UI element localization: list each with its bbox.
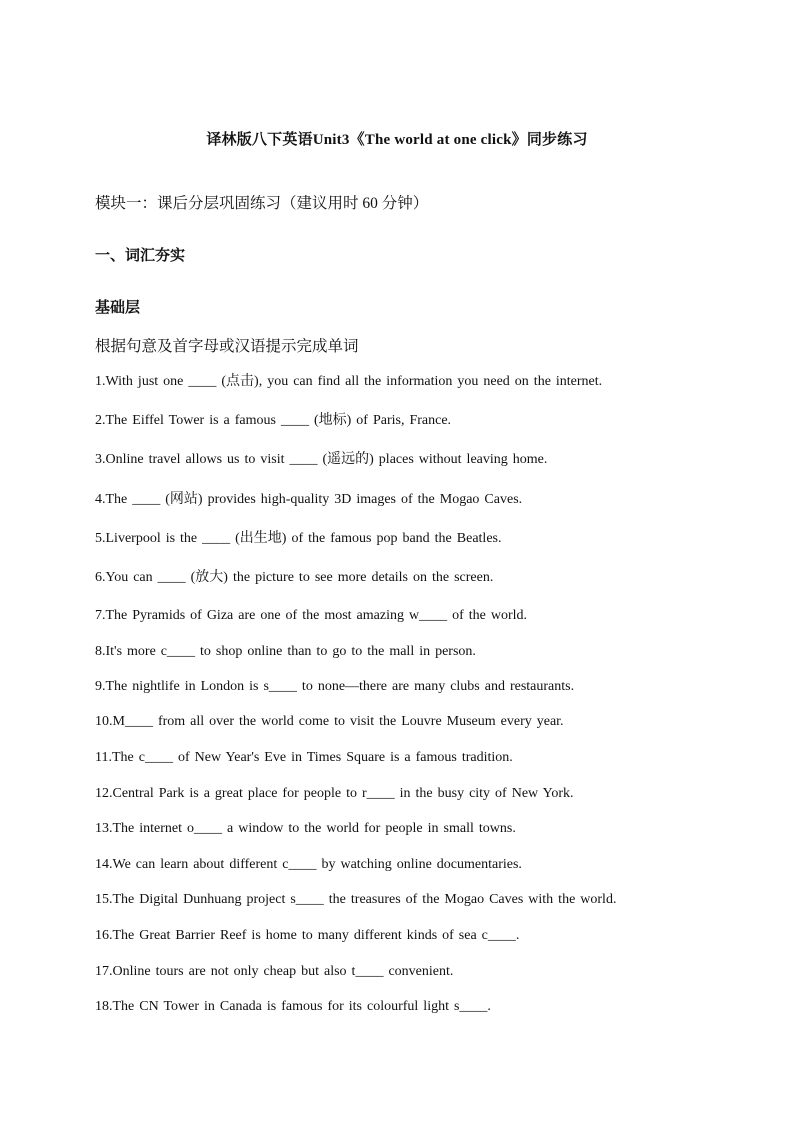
module-heading: 模块一：课后分层巩固练习（建议用时 60 分钟） (95, 195, 429, 212)
question-item: 16.The Great Barrier Reef is home to many different kinds of sea c____. (95, 928, 520, 943)
question-item: 13.The internet o____ a window to the world for people in small towns. (95, 821, 516, 836)
question-item: 8.It's more c____ to shop online than to go to the mall in person. (95, 644, 476, 659)
question-item: 2.The Eiffel Tower is a famous ____ (地标) of Paris, France. (95, 413, 452, 428)
question-item: 7.The Pyramids of Giza are one of the most amazing w____ of the world. (95, 608, 528, 623)
question-item: 12.Central Park is a great place for people to r____ in the busy city of New York. (95, 786, 574, 801)
question-item: 11.The c____ of New Year's Eve in Times Square is a famous tradition. (95, 750, 513, 765)
question-item: 1.With just one ____ (点击), you can find all the information you need on the internet. (95, 374, 603, 389)
level-heading: 基础层 (95, 300, 141, 316)
question-item: 5.Liverpool is the ____ (出生地) of the famous pop band the Beatles. (95, 531, 502, 546)
question-item: 14.We can learn about different c____ by watching online documentaries. (95, 857, 522, 872)
question-item: 6.You can ____ (放大) the picture to see more details on the screen. (95, 570, 494, 585)
question-item: 9.The nightlife in London is s____ to none—there are many clubs and restaurants. (95, 679, 575, 694)
question-item: 3.Online travel allows us to visit ____ (遥远的) places without leaving home. (95, 452, 548, 467)
question-item: 18.The CN Tower in Canada is famous for its colourful light s____. (95, 999, 491, 1014)
question-list (95, 372, 735, 1017)
question-item: 17.Online tours are not only cheap but also t____ convenient. (95, 964, 454, 979)
question-item: 10.M____ from all over the world come to visit the Louvre Museum every year. (95, 714, 564, 729)
page-title: 译林版八下英语Unit3《The world at one click》同步练习 (206, 132, 588, 148)
section-heading: 一、词汇夯实 (95, 248, 186, 264)
instruction-text: 根据句意及首字母或汉语提示完成单词 (95, 337, 359, 355)
question-item: 4.The ____ (网站) provides high-quality 3D images of the Mogao Caves. (95, 492, 523, 507)
question-item: 15.The Digital Dunhuang project s____ the treasures of the Mogao Caves with the world. (95, 892, 617, 907)
